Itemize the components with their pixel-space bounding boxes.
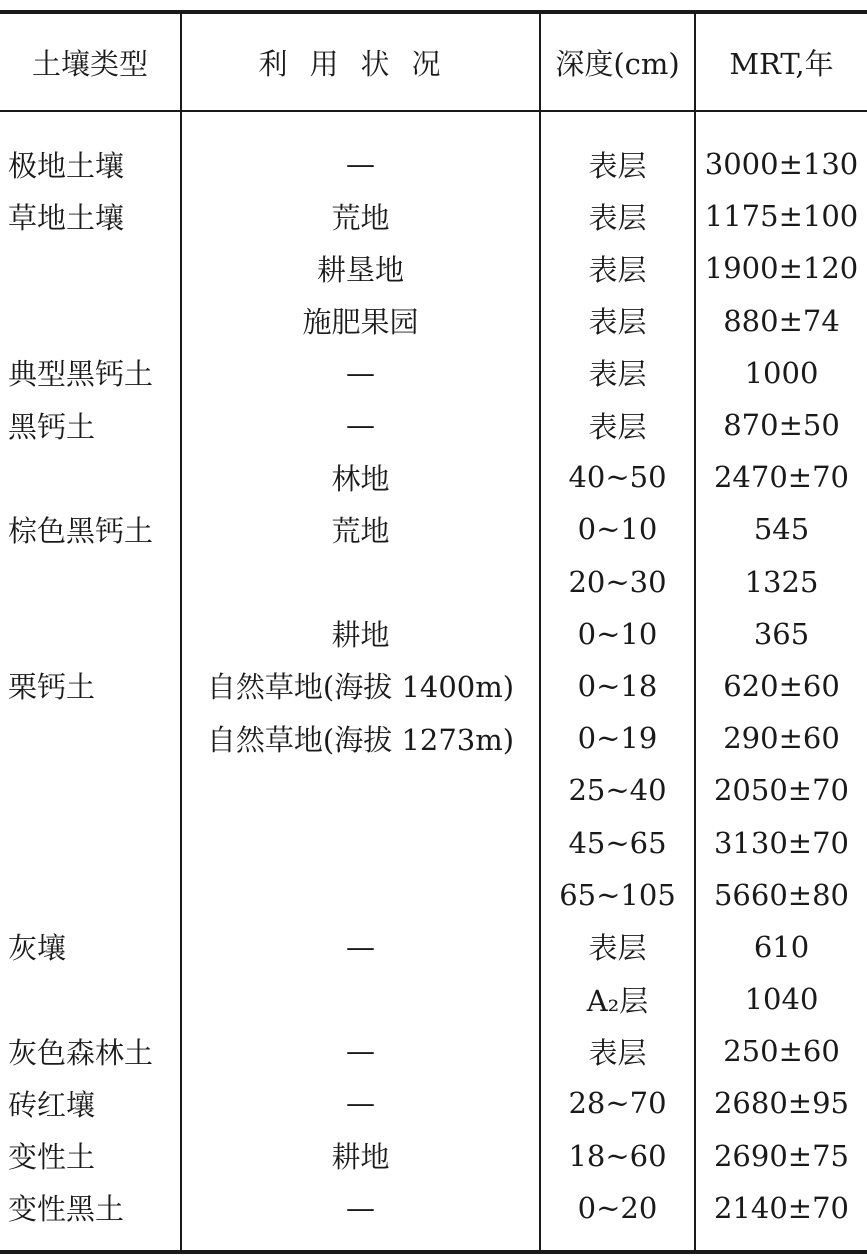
cell-depth: 0~19 [577,721,658,756]
cell-use-status: 荒地 [331,513,390,548]
cell-depth: 表层 [588,409,647,444]
cell-use-status: 林地 [331,461,390,496]
cell-use-status [182,869,539,921]
cell-mrt: 2680±95 [713,1086,849,1121]
cell-mrt: 610 [753,929,810,964]
cell-depth: 表层 [588,305,647,340]
cell-depth: 40~50 [568,460,667,495]
cell-use-status: — [346,355,375,390]
cell-depth: A₂层 [586,983,649,1018]
table-row [0,660,867,712]
cell-use-status: 荒地 [331,200,390,235]
cell-mrt: 545 [753,512,810,547]
cell-depth: 0~10 [577,616,658,651]
cell-depth: 表层 [588,931,647,966]
cell-depth: 28~70 [568,1086,667,1121]
cell-depth: 45~65 [568,825,667,860]
cell-use-status: 自然草地(海拔 1400m) [206,670,515,705]
table-row [0,1130,867,1182]
cell-depth: 表层 [588,200,647,235]
table-row [0,1025,867,1077]
cell-use-status: 自然草地(海拔 1273m) [206,722,515,757]
table-row [0,190,867,242]
cell-soil-type: 栗钙土 [8,670,96,705]
cell-depth: 20~30 [568,564,667,599]
cell-mrt: 5660±80 [713,877,849,912]
cell-depth: 表层 [588,357,647,392]
table-row [0,503,867,555]
table-row [0,138,867,190]
cell-soil-type: 黑钙土 [8,409,96,444]
table-row [0,451,867,503]
table-row [0,869,867,921]
cell-soil-type [8,608,180,660]
table-row [0,347,867,399]
cell-use-status: — [346,408,375,443]
table-row [0,1182,867,1234]
cell-soil-type [8,764,180,816]
cell-use-status: — [346,929,375,964]
cell-use-status: — [346,1190,375,1225]
cell-depth: 0~10 [577,512,658,547]
cell-use-status [182,556,539,608]
cell-depth: 表层 [588,252,647,287]
cell-use-status: 施肥果园 [302,305,419,340]
cell-use-status [182,816,539,868]
cell-soil-type: 极地土壤 [8,148,125,183]
table-row [0,764,867,816]
cell-mrt: 880±74 [723,303,840,338]
cell-mrt: 1325 [744,564,819,599]
cell-soil-type: 砖红壤 [8,1087,96,1122]
cell-mrt: 1040 [744,982,819,1017]
cell-mrt: 1000 [744,355,819,390]
cell-soil-type: 棕色黑钙土 [8,513,154,548]
cell-use-status: 耕地 [331,1140,390,1175]
cell-depth: 表层 [588,1035,647,1070]
table-row [0,608,867,660]
cell-soil-type [8,242,180,294]
cell-soil-type [8,295,180,347]
cell-depth: 0~18 [577,668,658,703]
cell-use-status: 耕垦地 [316,252,404,287]
cell-depth: 18~60 [568,1138,667,1173]
cell-soil-type [8,869,180,921]
table-row [0,921,867,973]
cell-mrt: 3000±130 [704,147,859,182]
cell-depth: 65~105 [559,877,676,912]
table-row [0,816,867,868]
cell-depth: 25~40 [568,773,667,808]
table-row [0,242,867,294]
cell-depth: 表层 [588,148,647,183]
header-soil-type: 土壤类型 [32,46,149,81]
cell-mrt: 2690±75 [713,1138,849,1173]
cell-soil-type [8,973,180,1025]
cell-mrt: 250±60 [723,1034,840,1069]
table-row [0,295,867,347]
table-row [0,556,867,608]
cell-soil-type: 变性土 [8,1140,96,1175]
cell-soil-type: 草地土壤 [8,200,125,235]
cell-soil-type: 灰色森林土 [8,1035,154,1070]
cell-use-status [182,764,539,816]
cell-soil-type [8,712,180,764]
cell-soil-type: 典型黑钙土 [8,357,154,392]
cell-mrt: 290±60 [723,721,840,756]
cell-mrt: 2470±70 [713,460,849,495]
cell-use-status: — [346,147,375,182]
table-bottom-rule [0,1250,867,1254]
cell-mrt: 1900±120 [704,251,859,286]
cell-use-status [182,973,539,1025]
cell-mrt: 620±60 [723,668,840,703]
header-use-status: 利用状况 [258,46,463,81]
cell-use-status: — [346,1086,375,1121]
header-mrt: MRT,年 [729,46,834,81]
table-header-rule [0,110,867,112]
cell-depth: 0~20 [577,1190,658,1225]
cell-soil-type: 变性黑土 [8,1192,125,1227]
table-row [0,712,867,764]
cell-mrt: 2050±70 [713,773,849,808]
table-row [0,973,867,1025]
cell-mrt: 2140±70 [713,1190,849,1225]
table-body [0,138,867,1234]
cell-soil-type [8,816,180,868]
cell-soil-type: 灰壤 [8,931,67,966]
table-row [0,1077,867,1129]
cell-mrt: 1175±100 [704,199,859,234]
cell-soil-type [8,451,180,503]
header-depth: 深度(cm) [555,46,680,81]
cell-use-status: — [346,1034,375,1069]
cell-mrt: 365 [753,616,810,651]
table-row [0,399,867,451]
cell-mrt: 3130±70 [713,825,849,860]
cell-soil-type [8,556,180,608]
cell-use-status: 耕地 [331,618,390,653]
cell-mrt: 870±50 [723,408,840,443]
